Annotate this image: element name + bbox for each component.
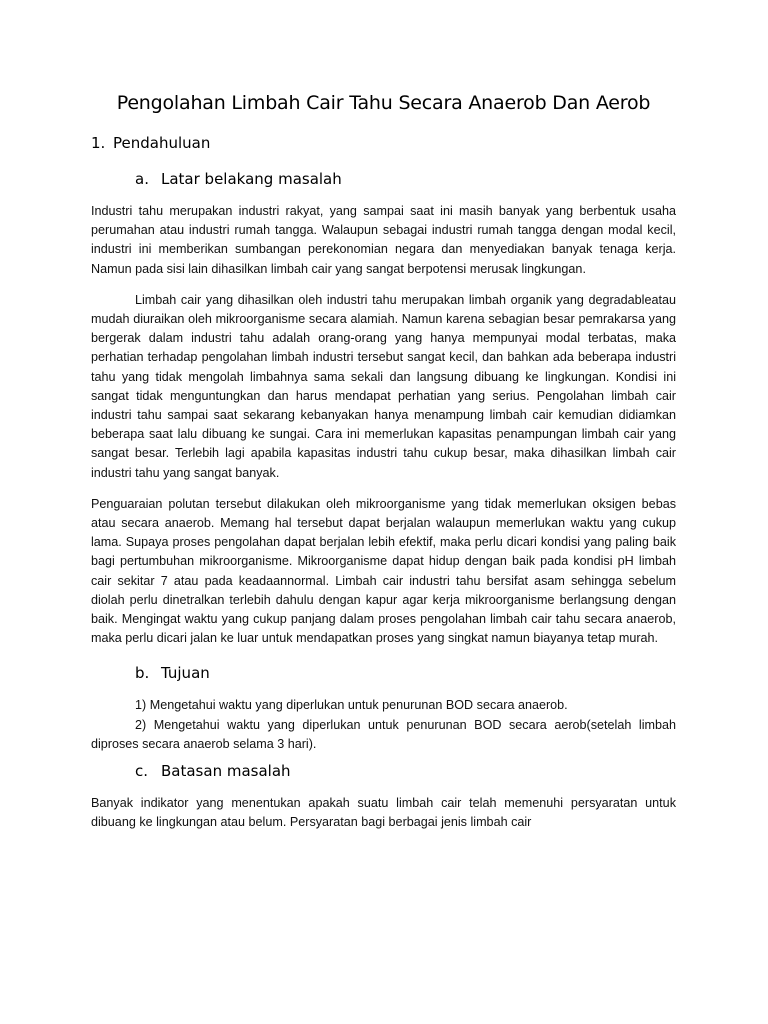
subsection-title: Tujuan xyxy=(161,664,210,683)
subsection-letter: c. xyxy=(135,762,149,781)
subsection-heading-batasan-masalah xyxy=(135,762,676,780)
objectives-list xyxy=(91,696,676,754)
subsection-title: Batasan masalah xyxy=(161,762,291,781)
subsection-letter: a. xyxy=(135,170,149,188)
subsection-letter: b. xyxy=(135,664,150,683)
section-title: Pendahuluan xyxy=(113,134,211,152)
subsection-heading-tujuan xyxy=(135,664,676,682)
section-number: 1. xyxy=(91,134,106,152)
document-title: Pengolahan Limbah Cair Tahu Secara Anaerob Dan Aerob xyxy=(116,92,651,114)
paragraph: Banyak indikator yang menentukan apakah suatu limbah cair telah memenuhi persyaratan untuk dibuang ke lingkungan atau belum. Persyaratan bagi berbagai jenis limbah cair xyxy=(91,796,676,830)
subsection-title: Latar belakang masalah xyxy=(161,170,342,188)
list-item: 1) Mengetahui waktu yang diperlukan untuk penurunan BOD secara anaerob. xyxy=(135,698,568,713)
subsection-heading-latar-belakang xyxy=(135,170,676,188)
paragraph: Industri tahu merupakan industri rakyat, yang sampai saat ini masih banyak yang berbentuk usaha perumahan atau industri rumah tangga. Walaupun sebagai industri rumah tangga dengan modal kecil, industri ini memberikan sumbangan perekonomian negara dan menyediakan banyak tenaga kerja. Namun pada sisi lain dihasilkan limbah cair yang sangat berpotensi merusak lingkungan. xyxy=(91,204,676,276)
paragraph: Limbah cair yang dihasilkan oleh industri tahu merupakan limbah organik yang degradableatau mudah diuraikan oleh mikroorganisme secara alamiah. Namun karena sebagian besar pemrakarsa yang bergerak dalam industri tahu adalah orang-orang yang hanya mempunyai modal terbatas, maka perhatian terhadap pengolahan limbah industri tersebut sangat kecil, dan bahkan ada beberapa industri tahu yang tidak mengolah limbahnya sama sekali dan langsung dibuang ke lingkungan. Kondisi ini sangat tidak menguntungkan dan harus mendapat perhatian yang serius. Pengolahan limbah cair industri tahu sampai saat sekarang kebanyakan hanya menampung limbah cair kemudian didiamkan beberapa saat lalu dibuang ke sungai. Cara ini memerlukan kapasitas penampungan limbah cair yang sangat besar. Terlebih lagi apabila kapasitas industri tahu cukup besar, maka dihasilkan limbah cair industri tahu yang sangat banyak. xyxy=(91,292,676,480)
paragraph: Penguaraian polutan tersebut dilakukan oleh mikroorganisme yang tidak memerlukan oksigen bebas atau secara anaerob. Memang hal tersebut dapat berjalan walaupun memerlukan waktu yang cukup lama. Supaya proses pengolahan dapat berjalan lebih efektif, maka perlu dicari kondisi yang paling baik bagi pertumbuhan mikroorganisme. Mikroorganisme dapat hidup dengan baik pada kondisi pH limbah cair sekitar 7 atau pada keadaannormal. Limbah cair industri tahu bersifat asam sehingga sebelum diolah perlu dinetralkan terlebih dahulu dengan kapur agar kerja mikroorganisme berlangsung dengan baik. Mengingat waktu yang cukup panjang dalam proses pengolahan limbah cair tahu secara anaerob, maka perlu dicari jalan ke luar untuk mendapatkan proses yang singkat namun biayanya tetap murah. xyxy=(91,496,676,646)
list-item: 2) Mengetahui waktu yang diperlukan untuk penurunan BOD secara aerob(setelah limbah diproses secara anaerob selama 3 hari). xyxy=(91,717,676,751)
section-heading-pendahuluan xyxy=(91,134,676,152)
